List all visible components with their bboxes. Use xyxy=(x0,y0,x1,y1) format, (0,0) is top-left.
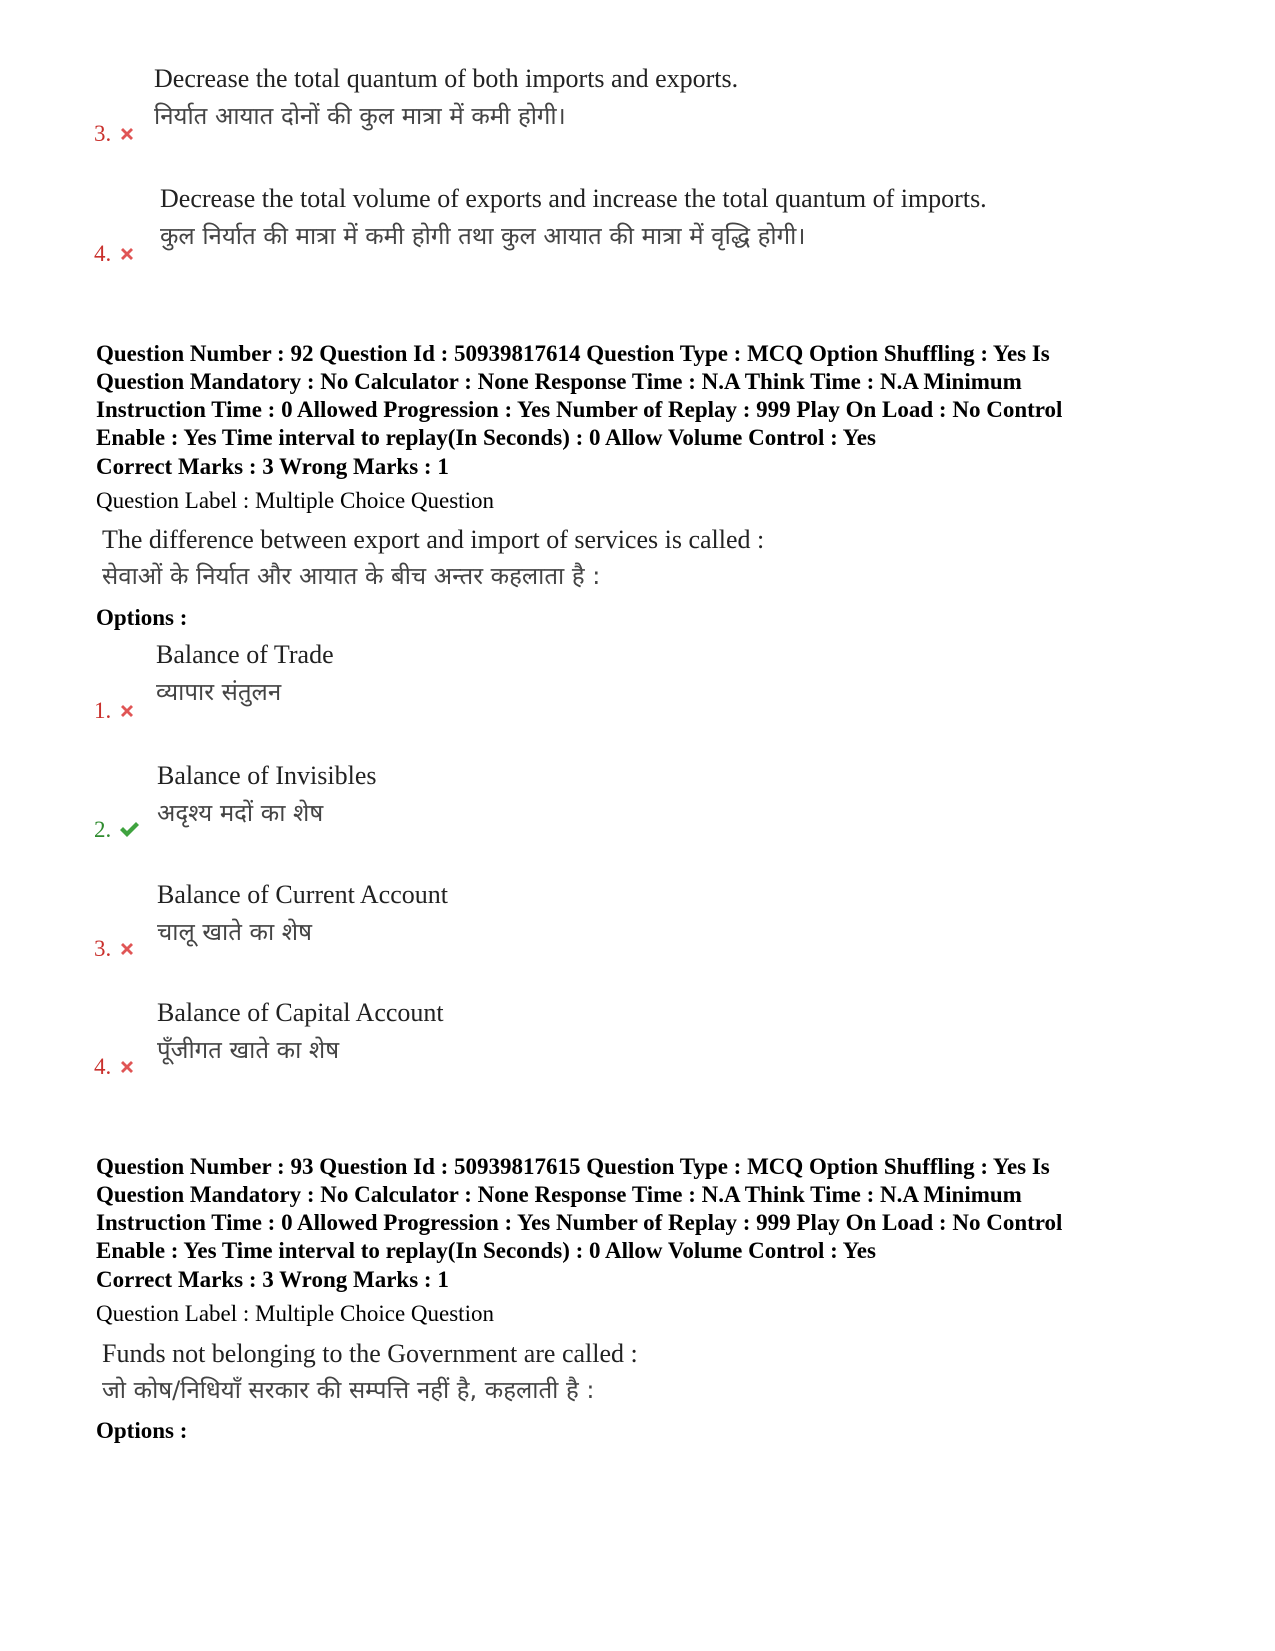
question-93-text-hindi: जो कोष/निधियाँ सरकार की सम्पत्ति नहीं है, कहलाती है : xyxy=(102,1376,595,1404)
q92-option-3-english: Balance of Current Account xyxy=(157,880,448,909)
q92-option-4-number xyxy=(94,1055,136,1078)
question-92-options-heading: Options : xyxy=(96,605,188,630)
option-number: 3. xyxy=(94,936,112,961)
q92-option-1-number xyxy=(94,699,136,722)
metadata-line: Question Mandatory : No Calculator : None Response Time : N.A Think Time : N.A Minimum xyxy=(96,1182,1022,1207)
metadata-line: Question Number : 93 Question Id : 50939817615 Question Type : MCQ Option Shuffling : Yes Is xyxy=(96,1154,1050,1179)
question-92-text-hindi: सेवाओं के निर्यात और आयात के बीच अन्तर कहलाता है : xyxy=(102,562,601,590)
q92-option-3-number xyxy=(94,937,136,960)
question-93-marks: Correct Marks : 3 Wrong Marks : 1 xyxy=(96,1267,449,1292)
cross-icon xyxy=(118,702,136,720)
cross-icon xyxy=(118,940,136,958)
q92-option-2-hindi: अदृश्य मदों का शेष xyxy=(157,799,324,827)
metadata-line: Instruction Time : 0 Allowed Progression : Yes Number of Replay : 999 Play On Load : No Control xyxy=(96,397,1063,422)
option-number: 4. xyxy=(94,241,112,266)
option-number: 2. xyxy=(94,817,112,842)
cross-icon xyxy=(118,125,136,143)
q92-option-4-hindi: पूँजीगत खाते का शेष xyxy=(157,1036,340,1064)
metadata-line: Instruction Time : 0 Allowed Progression : Yes Number of Replay : 999 Play On Load : No Control xyxy=(96,1210,1063,1235)
cross-icon xyxy=(118,1058,136,1076)
question-92-marks: Correct Marks : 3 Wrong Marks : 1 xyxy=(96,454,449,479)
prev-option-3-english: Decrease the total quantum of both imports and exports. xyxy=(154,64,739,93)
question-92-label: Question Label : Multiple Choice Question xyxy=(96,488,494,513)
prev-option-4-english: Decrease the total volume of exports and increase the total quantum of imports. xyxy=(160,184,987,213)
question-92-text-english: The difference between export and import of services is called : xyxy=(102,525,765,554)
cross-icon xyxy=(118,245,136,263)
q92-option-2-english: Balance of Invisibles xyxy=(157,761,377,790)
option-number: 3. xyxy=(94,121,112,146)
q92-option-1-hindi: व्यापार संतुलन xyxy=(156,678,282,706)
q92-option-3-hindi: चालू खाते का शेष xyxy=(157,918,312,946)
prev-option-3-hindi: निर्यात आयात दोनों की कुल मात्रा में कमी होगी। xyxy=(154,102,566,130)
question-93-text-english: Funds not belonging to the Government are called : xyxy=(102,1339,638,1368)
metadata-line: Enable : Yes Time interval to replay(In Seconds) : 0 Allow Volume Control : Yes xyxy=(96,425,876,450)
prev-option-3-number xyxy=(94,122,136,145)
prev-option-4-number xyxy=(94,242,136,265)
question-92-metadata xyxy=(96,340,1196,452)
metadata-line: Enable : Yes Time interval to replay(In Seconds) : 0 Allow Volume Control : Yes xyxy=(96,1238,876,1263)
prev-option-4-hindi: कुल निर्यात की मात्रा में कमी होगी तथा कुल आयात की मात्रा में वृद्धि होगी। xyxy=(160,222,806,250)
metadata-line: Question Number : 92 Question Id : 50939817614 Question Type : MCQ Option Shuffling : Yes Is xyxy=(96,341,1050,366)
question-93-options-heading: Options : xyxy=(96,1418,188,1443)
metadata-line: Question Mandatory : No Calculator : None Response Time : N.A Think Time : N.A Minimum xyxy=(96,369,1022,394)
question-93-metadata xyxy=(96,1153,1196,1265)
check-icon xyxy=(118,819,140,839)
q92-option-1-english: Balance of Trade xyxy=(156,640,334,669)
option-number: 4. xyxy=(94,1054,112,1079)
option-number: 1. xyxy=(94,698,112,723)
q92-option-2-number xyxy=(94,818,140,841)
q92-option-4-english: Balance of Capital Account xyxy=(157,998,444,1027)
question-93-label: Question Label : Multiple Choice Question xyxy=(96,1301,494,1326)
